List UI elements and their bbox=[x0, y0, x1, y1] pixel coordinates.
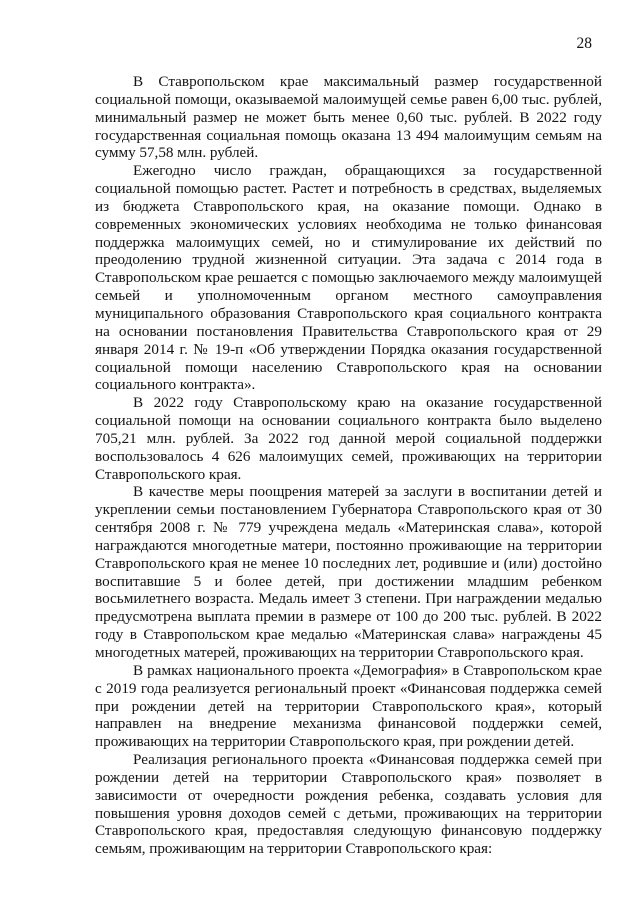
paragraph-social-assistance-size: В Ставропольском крае максимальный размер государственной социальной помощи, оказываемой малоимущей семье равен 6,00 тыс. рублей, минимальный размер не может быть менее 0,60 тыс. рублей. В 2022 году государственная социальная помощь оказана 13 494 малоимущим семьям на сумму 57,58 млн. рублей. bbox=[95, 73, 602, 162]
paragraph-regional-project-support: Реализация регионального проекта «Финансовая поддержка семей при рождении детей на территории Ставропольского края» позволяет в зависимости от очередности рождения ребенка, создавать условия для повышения уровня доходов семей с детьми, проживающих на территории Ставропольского края, предоставляя следующую финансовую поддержку семьям, проживающим на территории Ставропольского края: bbox=[95, 751, 602, 858]
body-text bbox=[95, 73, 602, 858]
page-number: 28 bbox=[576, 35, 592, 52]
paragraph-mothers-glory-medal: В качестве меры поощрения матерей за заслуги в воспитании детей и укреплении семьи постановлением Губернатора Ставропольского края от 30 сентября 2008 г. № 779 учреждена медаль «Материнская слава», которой награждаются многодетные матери, постоянно проживающие на территории Ставропольского края не менее 10 последних лет, родившие и (или) достойно воспитавшие 5 и более детей, при достижении младшим ребенком восьмилетнего возраста. Медаль имеет 3 степени. При награждении медалью предусмотрена выплата премии в размере от 100 до 200 тыс. рублей. В 2022 году в Ставропольском крае медалью «Материнская слава» награждены 45 многодетных матерей, проживающих на территории Ставропольского края. bbox=[95, 483, 602, 661]
paragraph-social-contract: Ежегодно число граждан, обращающихся за государственной социальной помощью растет. Растет и потребность в средствах, выделяемых из бюджета Ставропольского края, на оказание помощи. Однако в современных экономических условиях необходима не только финансовая поддержка малоимущих семей, но и стимулирование их действий по преодолению трудной жизненной ситуации. Эта задача с 2014 года в Ставропольском крае решается с помощью заключаемого между малоимущей семьей и уполномоченным органом местного самоуправления муниципального образования Ставропольского края социального контракта на основании постановления Правительства Ставропольского края от 29 января 2014 г. № 19-п «Об утверждении Порядка оказания государственной социальной помощи населению Ставропольского края на основании социального контракта». bbox=[95, 162, 602, 394]
paragraph-contract-funding-2022: В 2022 году Ставропольскому краю на оказание государственной социальной помощи на основании социального контракта было выделено 705,21 млн. рублей. За 2022 год данной мерой социальной поддержки воспользовалось 4 626 малоимущих семей, проживающих на территории Ставропольского края. bbox=[95, 394, 602, 483]
paragraph-demography-project: В рамках национального проекта «Демография» в Ставропольском крае с 2019 года реализуется региональный проект «Финансовая поддержка семей при рождении детей на территории Ставропольского края», который направлен на внедрение механизма финансовой поддержки семей, проживающих на территории Ставропольского края, при рождении детей. bbox=[95, 661, 602, 751]
